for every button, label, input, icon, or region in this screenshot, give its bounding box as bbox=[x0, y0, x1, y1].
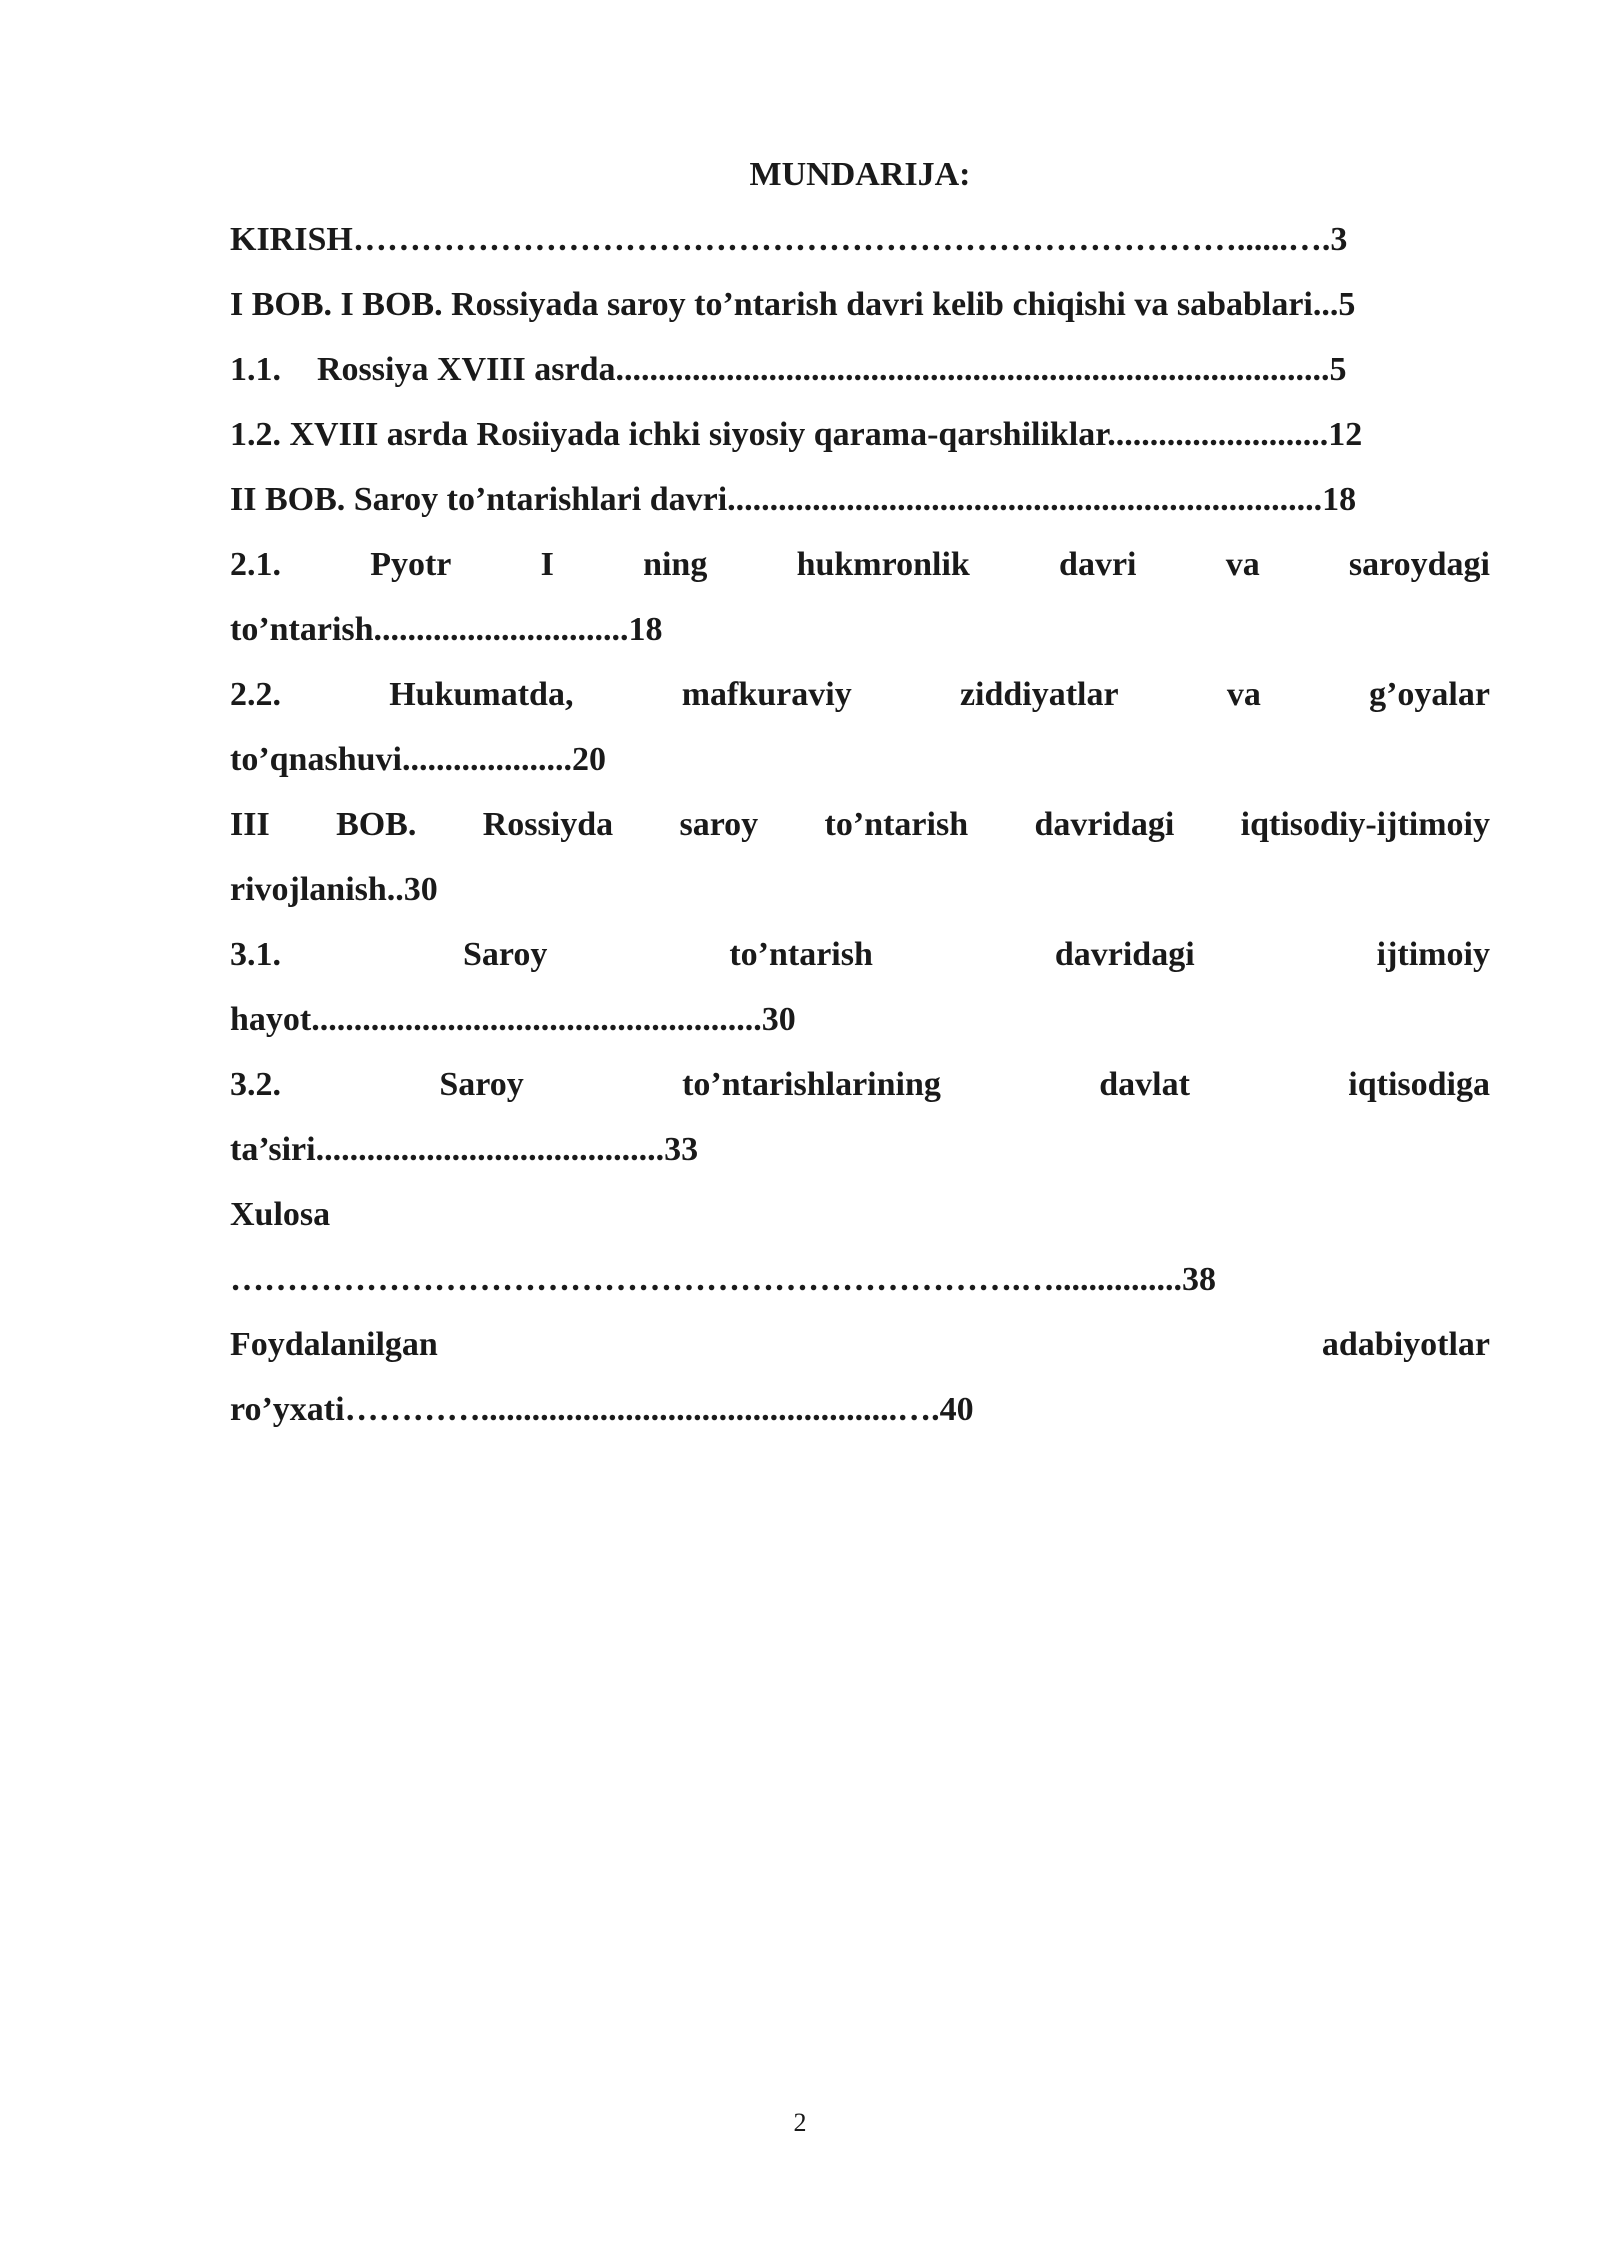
toc-entry-xulosa-continuation: …………………………………………………………….…...............38 bbox=[230, 1261, 1216, 1298]
toc-word: hukmronlik bbox=[796, 546, 970, 583]
toc-word: davridagi bbox=[1054, 936, 1195, 973]
toc-word: va bbox=[1226, 676, 1261, 713]
toc-word: iqtisodiy-ijtimoiy bbox=[1240, 806, 1490, 843]
toc-entry-adabiyotlar bbox=[230, 1312, 1490, 1377]
toc-word: III bbox=[230, 806, 270, 843]
toc-word: saroydagi bbox=[1348, 546, 1490, 583]
toc-entry-bob2: II BOB. Saroy to’ntarishlari davri......................................................................18 bbox=[230, 481, 1357, 518]
toc-entry-number: 1.1. bbox=[230, 351, 281, 388]
toc-word: I bbox=[540, 546, 554, 583]
table-of-contents bbox=[230, 142, 1490, 1442]
toc-word: Pyotr bbox=[370, 546, 452, 583]
toc-entry-2-1-continuation: to’ntarish..............................18 bbox=[230, 611, 663, 648]
toc-word: 2.2. bbox=[230, 676, 281, 713]
toc-word: BOB. bbox=[336, 806, 417, 843]
toc-word: iqtisodiga bbox=[1348, 1066, 1490, 1103]
toc-entry-1-1 bbox=[230, 337, 1490, 402]
toc-word: adabiyotlar bbox=[1321, 1326, 1490, 1363]
toc-word: to’ntarish bbox=[729, 936, 873, 973]
toc-entry-adabiyotlar-continuation: ro’yxati………….................................................….40 bbox=[230, 1391, 974, 1428]
toc-word: davlat bbox=[1099, 1066, 1190, 1103]
toc-word: Rossiyda bbox=[482, 806, 614, 843]
toc-entry-text: Rossiya XVIII asrda....................................................................................5 bbox=[317, 351, 1347, 388]
toc-entry-kirish: KIRISH……………………………………………………………………......….3 bbox=[230, 221, 1348, 258]
toc-word: ziddiyatlar bbox=[959, 676, 1119, 713]
toc-word: 2.1. bbox=[230, 546, 281, 583]
toc-word: 3.1. bbox=[230, 936, 281, 973]
toc-word: va bbox=[1225, 546, 1260, 583]
toc-word: to’ntarishlarining bbox=[682, 1066, 941, 1103]
toc-entry-2-2-continuation: to’qnashuvi....................20 bbox=[230, 741, 606, 778]
toc-entry-xulosa: Xulosa bbox=[230, 1196, 331, 1233]
toc-entry-2-1 bbox=[230, 532, 1490, 597]
toc-entry-bob1: I BOB. I BOB. Rossiyada saroy to’ntarish davri kelib chiqishi va sabablari...5 bbox=[230, 286, 1356, 323]
toc-entry-1-2: 1.2. XVIII asrda Rosiiyada ichki siyosiy qarama-qarshiliklar..........................12 bbox=[230, 416, 1363, 453]
toc-word: ning bbox=[643, 546, 708, 583]
toc-entry-2-2 bbox=[230, 662, 1490, 727]
toc-word: Hukumatda, bbox=[389, 676, 574, 713]
toc-word: mafkuraviy bbox=[681, 676, 852, 713]
toc-word: Foydalanilgan bbox=[230, 1326, 438, 1363]
toc-word: davridagi bbox=[1034, 806, 1175, 843]
toc-word: ijtimoiy bbox=[1376, 936, 1490, 973]
toc-entry-3-2-continuation: ta’siri.........................................33 bbox=[230, 1131, 699, 1168]
toc-entry-3-1 bbox=[230, 922, 1490, 987]
toc-entry-3-1-continuation: hayot.....................................................30 bbox=[230, 1001, 796, 1038]
toc-word: davri bbox=[1059, 546, 1137, 583]
toc-word: 3.2. bbox=[230, 1066, 281, 1103]
toc-entry-bob3-continuation: rivojlanish..30 bbox=[230, 871, 438, 908]
toc-word: to’ntarish bbox=[824, 806, 969, 843]
toc-entry-bob3 bbox=[230, 792, 1490, 857]
toc-entry-3-2 bbox=[230, 1052, 1490, 1117]
toc-word: Saroy bbox=[439, 1066, 524, 1103]
toc-word: saroy bbox=[679, 806, 759, 843]
toc-word: Saroy bbox=[462, 936, 548, 973]
toc-title: MUNDARIJA: bbox=[749, 156, 971, 193]
page-number: 2 bbox=[793, 2108, 807, 2137]
toc-word: g’oyalar bbox=[1369, 676, 1490, 713]
